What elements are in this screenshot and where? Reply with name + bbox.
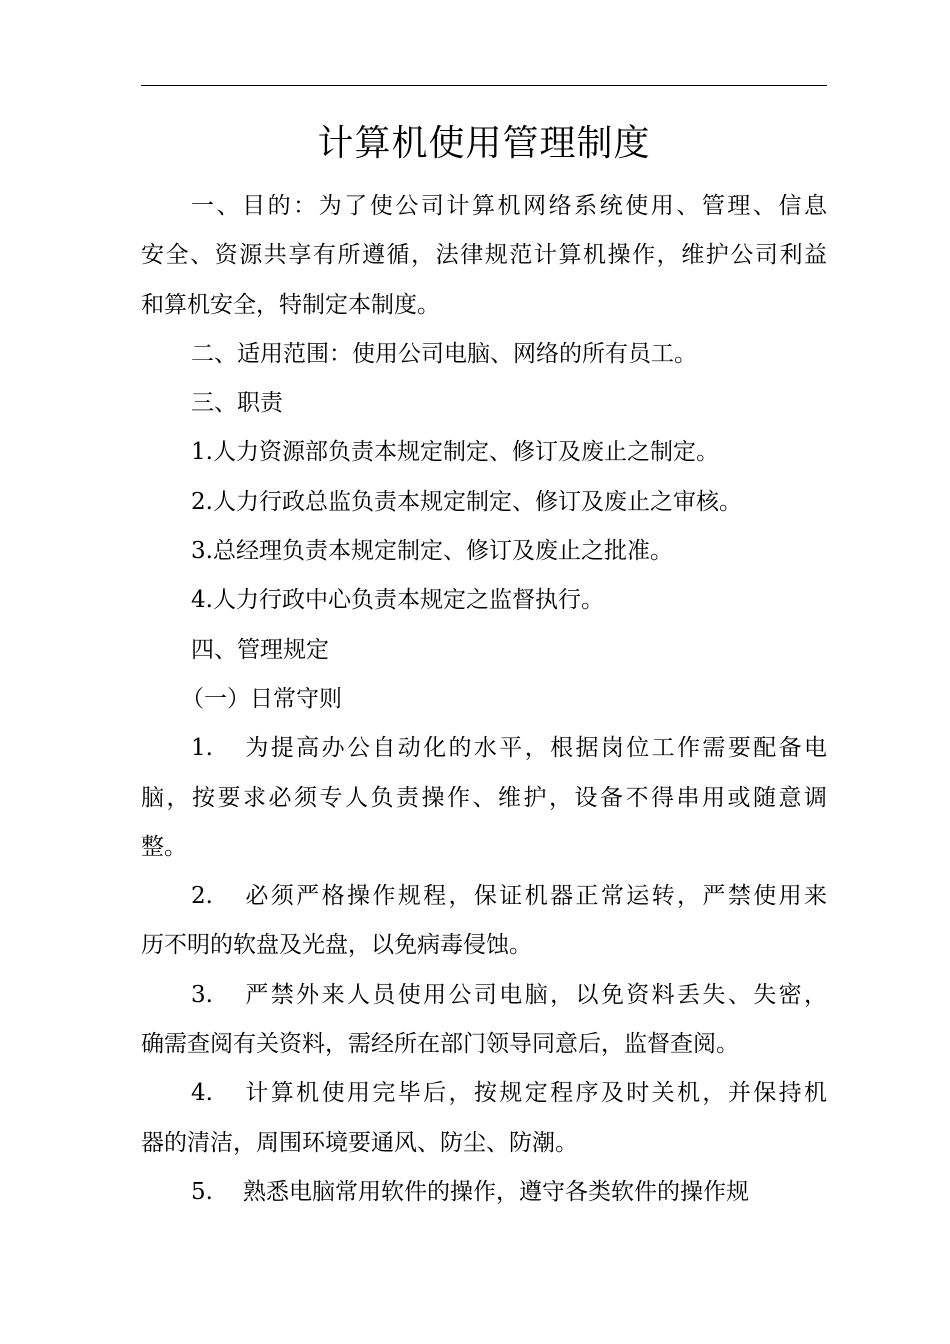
responsibility-item-2: 2.人力行政总监负责本规定制定、修订及废止之审核。: [191, 488, 742, 515]
document-body: [141, 182, 827, 1217]
rule-1-line-1: [141, 724, 827, 773]
rule-3-line-2: 确需查阅有关资料，需经所在部门领导同意后，监督查阅。: [141, 1031, 739, 1058]
responsibility-item-1: 1.人力资源部负责本规定制定、修订及废止之制定。: [191, 439, 719, 466]
rule-1-number: 1.: [191, 735, 213, 762]
rule-5-line-1: [141, 1168, 827, 1217]
rule-2-number: 2.: [191, 883, 213, 910]
purpose-line-1: 一、目的：为了使公司计算机网络系统使用、管理、信息: [191, 193, 827, 219]
header-rule: [141, 85, 827, 86]
rule-4-line-1: [141, 1069, 827, 1118]
rule-4-text: 计算机使用完毕后，按规定程序及时关机，并保持机: [243, 1080, 827, 1107]
rule-2-line-2: 历不明的软盘及光盘，以免病毒侵蚀。: [141, 932, 532, 959]
rule-5-number: 5.: [191, 1178, 213, 1205]
rule-1-line-3: 整。: [141, 833, 187, 860]
rule-4-line-2: 器的清洁，周围环境要通风、防尘、防潮。: [141, 1129, 578, 1156]
rule-3-line-1: [141, 971, 827, 1020]
rule-4-number: 4.: [191, 1080, 213, 1107]
section-heading-management-rules: 四、管理规定: [191, 636, 329, 663]
rule-2-text: 必须严格操作规程，保证机器正常运转，严禁使用来: [243, 883, 827, 910]
rule-5-text: 熟悉电脑常用软件的操作，遵守各类软件的操作规: [243, 1178, 749, 1205]
subsection-heading-daily-rules: （一）日常守则: [181, 685, 342, 712]
scope-line: 二、适用范围：使用公司电脑、网络的所有员工。: [191, 340, 697, 367]
rule-3-number: 3.: [191, 981, 213, 1008]
document-title: 计算机使用管理制度: [317, 123, 651, 164]
rule-1-line-2: 脑，按要求必须专人负责操作、维护，设备不得串用或随意调: [141, 784, 827, 811]
rule-1-text: 为提高办公自动化的水平，根据岗位工作需要配备电: [243, 735, 827, 762]
responsibility-item-3: 3.总经理负责本规定制定、修订及废止之批准。: [191, 538, 673, 565]
responsibility-item-4: 4.人力行政中心负责本规定之监督执行。: [191, 587, 604, 614]
purpose-line-2: 安全、资源共享有所遵循，法律规范计算机操作，维护公司利益: [141, 242, 827, 269]
purpose-line-3: 和算机安全，特制定本制度。: [141, 291, 440, 318]
section-heading-responsibilities: 三、职责: [191, 390, 283, 417]
rule-2-line-1: [141, 872, 827, 921]
rule-3-text: 严禁外来人员使用公司电脑，以免资料丢失、失密，: [243, 981, 827, 1008]
